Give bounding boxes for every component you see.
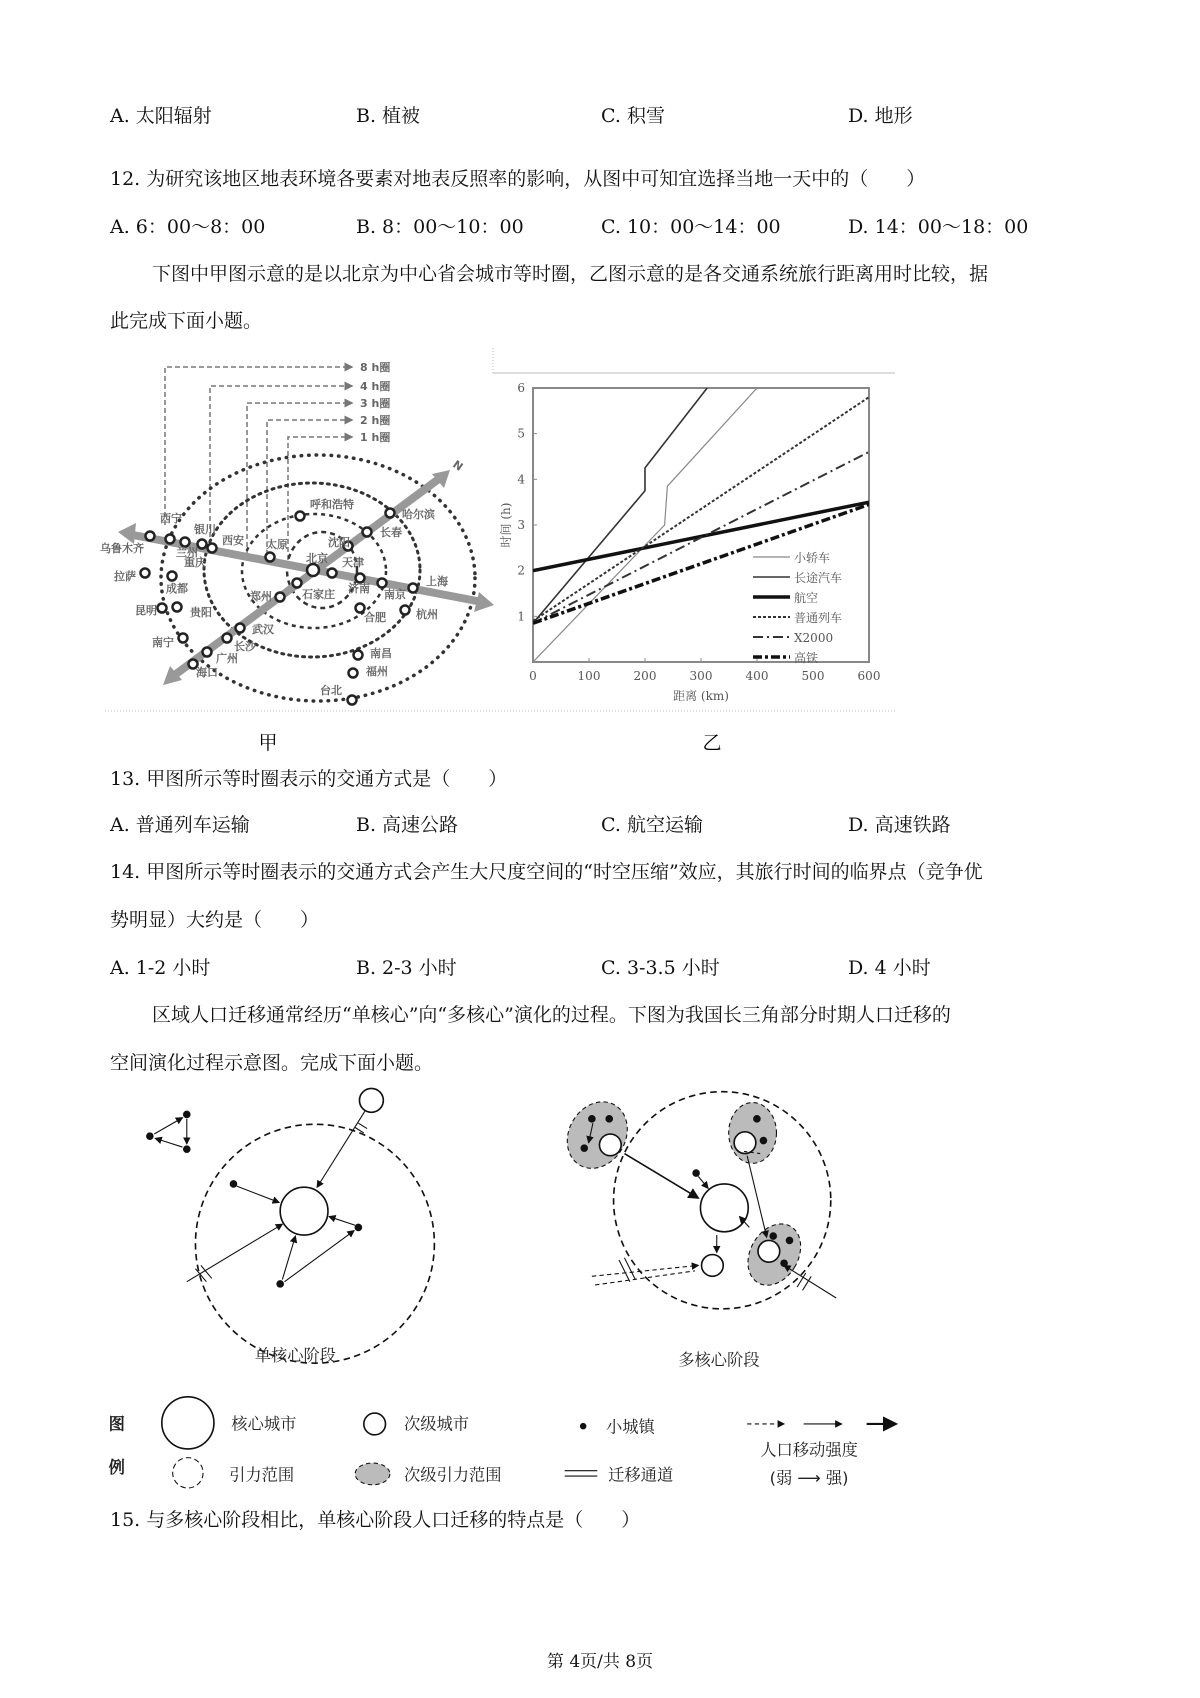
city-label: 南昌 [370,647,392,660]
legend-label: 长途汽车 [794,571,843,585]
city-label: 银川 [194,523,216,536]
city-label: 沈阳 [328,536,350,549]
north-label: N [450,457,466,474]
y-tick-label: 6 [517,381,525,395]
legend-label: 高铁 [794,651,819,665]
q12-option-a: A. 6：00～8：00 [110,216,266,238]
legend-label: 普通列车 [794,611,843,625]
city-label: 长春 [380,526,402,539]
x-axis-label: 距离 (km) [673,689,729,703]
city-label: 呼和浩特 [310,498,354,511]
city-marker [266,553,275,562]
city-marker [386,509,395,518]
city-marker [378,579,387,588]
city-label: 上海 [426,575,448,588]
city-label: 杭州 [416,608,438,621]
q12-option-d: D. 14：00～18：00 [848,216,1029,238]
city-marker [354,651,363,660]
city-label: 兰州 [176,546,198,559]
q14-option-c: C. 3-3.5 小时 [601,957,720,979]
y-tick-label: 4 [517,472,525,487]
x-tick-label: 400 [745,669,769,683]
gravity-range [195,1124,434,1363]
city-label: 石家庄 [302,588,335,601]
legend-title-2: 例 [108,1457,125,1477]
core-city [280,1187,328,1235]
q13-option-a: A. 普通列车运输 [110,814,250,836]
q11-option-c: C. 积雪 [601,105,665,127]
core-city [700,1184,748,1232]
city-label: 郑州 [250,590,272,603]
city-marker [296,512,305,521]
city-label: 海口 [196,666,218,679]
city-label: 重庆 [184,556,206,569]
city-marker [168,572,177,581]
city-label: 成都 [166,582,188,595]
city-marker [173,603,182,612]
city-marker [401,606,410,615]
q15-stem: 15. 与多核心阶段相比，单核心阶段人口迁移的特点是（ ） [110,1509,641,1531]
migration-diagram [0,1086,1200,1510]
single-core-caption: 单核心阶段 [254,1345,337,1365]
intro2-line1: 区域人口迁移通常经历“单核心”向“多核心”演化的过程。下图为我国长三角部分时期人口迁移的 [152,1004,951,1026]
caption-yi: 乙 [702,732,722,754]
ring-label: 3 h圈 [360,397,391,410]
series-line [533,388,707,623]
city-marker [166,535,175,544]
multi-core-stage [555,1091,836,1369]
legend-label: 航空 [794,591,819,605]
city-label: 长沙 [234,640,256,653]
page-footer: 第 4页/共 8页 [546,1652,654,1672]
q12-option-b: B. 8：00～10：00 [356,216,524,238]
city-marker [293,579,302,588]
q14-stem-line2: 势明显）大约是（ ） [110,909,320,931]
city-marker [348,696,357,705]
q11-option-a: A. 太阳辐射 [110,105,212,127]
q14-option-a: A. 1-2 小时 [110,957,211,979]
legend-title-1: 图 [108,1414,125,1434]
ring-label: 8 h圈 [360,361,391,374]
x-tick-label: 500 [801,669,825,683]
single-core-stage [147,1088,435,1365]
city-label: 天津 [342,556,364,569]
intro1-line2: 此完成下面小题。 [110,310,263,332]
legend-label: 小轿车 [794,551,831,565]
legend-small-town: 小城镇 [605,1417,655,1437]
north-south-axis [172,478,440,677]
city-label: 台北 [320,684,342,697]
intro1-line1: 下图中甲图示意的是以北京为中心省会城市等时圈，乙图示意的是各交通系统旅行距离用时比较，据 [152,263,989,285]
city-marker [146,532,155,541]
q13-option-b: B. 高速公路 [356,814,459,836]
intro2-line2: 空间演化过程示意图。完成下面小题。 [110,1052,434,1074]
legend-intensity-scale: (弱 ⟶ 强) [769,1468,849,1488]
city-label: 西安 [222,534,244,547]
q11-option-b: B. 植被 [356,105,421,127]
ring-leader-line [210,386,352,545]
ring-label: 2 h圈 [360,414,391,427]
y-tick-label: 2 [517,563,525,578]
isochrone-map [0,0,1200,760]
city-label: 哈尔滨 [402,508,435,521]
city-marker [179,634,188,643]
x-tick-label: 0 [529,669,537,683]
city-marker [276,593,285,602]
x-tick-label: 300 [689,669,713,683]
city-label: 北京 [306,552,328,565]
q11-option-d: D. 地形 [848,105,913,127]
legend-migration-channel: 迁移通道 [608,1465,674,1485]
city-label: 福州 [366,665,388,678]
q14-option-b: B. 2-3 小时 [356,957,457,979]
city-marker [223,634,232,643]
city-marker [198,540,207,549]
q13-option-d: D. 高速铁路 [848,814,951,836]
y-tick-label: 1 [517,609,525,624]
multi-core-caption: 多核心阶段 [678,1350,760,1370]
city-marker [307,564,319,576]
x-tick-label: 100 [577,669,601,683]
q12-stem: 12. 为研究该地区地表环境各要素对地表反照率的影响，从图中可知宜选择当地一天中的（ ） [110,168,926,190]
ring-label: 4 h圈 [360,380,391,393]
series-line [533,388,757,662]
city-label: 南宁 [152,636,174,649]
city-label: 太原 [266,538,288,551]
secondary-city [359,1088,383,1112]
x-tick-label: 600 [857,669,881,683]
city-marker [158,604,167,613]
y-tick-label: 5 [517,426,525,441]
city-label: 乌鲁木齐 [100,542,144,555]
city-label: 西宁 [160,512,182,525]
city-label: 昆明 [135,604,157,617]
q12-option-c: C. 10：00～14：00 [601,216,781,238]
city-marker [328,569,337,578]
legend-secondary-city: 次级城市 [403,1414,470,1434]
caption-jia: 甲 [258,732,278,754]
ring-label: 1 h圈 [360,431,391,444]
travel-time-chart [498,381,880,703]
city-label: 拉萨 [114,570,136,583]
city-label: 南京 [384,588,406,601]
city-marker [236,624,245,633]
series-line [533,452,869,623]
city-label: 贵阳 [190,606,212,619]
city-marker [141,569,150,578]
legend-secondary-gravity-range: 次级引力范围 [403,1465,502,1485]
legend-intensity: 人口移动强度 [760,1440,858,1460]
city-label: 合肥 [364,611,386,624]
legend-gravity-range: 引力范围 [229,1465,295,1485]
city-marker [203,648,212,657]
q13-stem: 13. 甲图所示等时圈表示的交通方式是（ ） [110,768,508,790]
series-line [533,397,869,621]
migration-legend [109,1397,896,1488]
y-axis-label: 时间 (h) [499,502,513,548]
city-label: 济南 [348,582,370,595]
city-marker [349,669,358,678]
city-label: 武汉 [252,623,274,636]
legend-core-city: 核心城市 [231,1414,297,1434]
city-label: 广州 [216,652,238,665]
q13-option-c: C. 航空运输 [601,814,703,836]
x-tick-label: 200 [633,669,657,683]
city-marker [409,584,418,593]
y-tick-label: 3 [517,518,525,532]
city-marker [208,544,217,553]
q14-stem-line1: 14. 甲图所示等时圈表示的交通方式会产生大尺度空间的“时空压缩”效应，其旅行时间的临界点（竞争优 [110,861,983,883]
city-marker [363,528,372,537]
legend-label: X2000 [794,631,834,645]
q14-option-d: D. 4 小时 [848,957,931,979]
